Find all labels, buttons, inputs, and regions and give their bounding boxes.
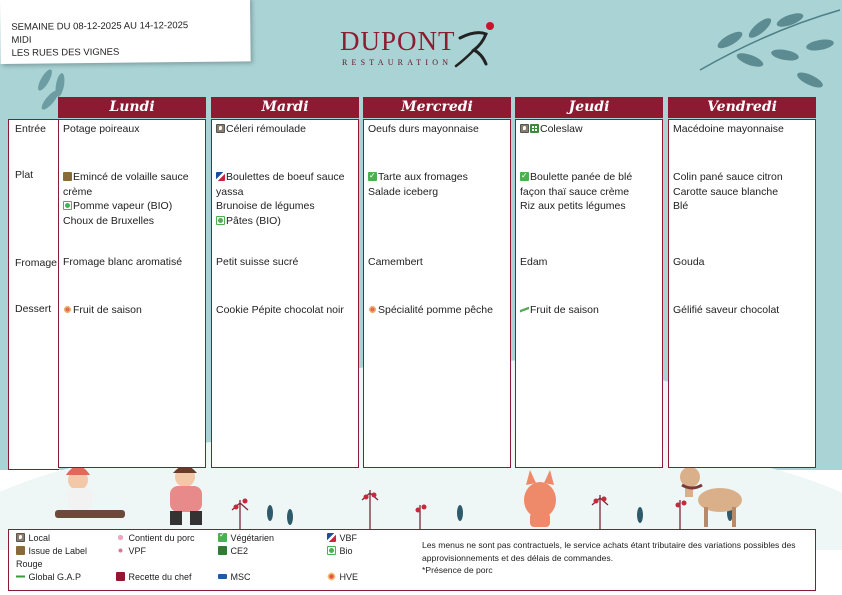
menu-item bbox=[520, 303, 660, 318]
day-column-lundi bbox=[58, 119, 206, 468]
menu-item-text: Colin pané sauce citron bbox=[673, 171, 783, 183]
disclaimer-text: Les menus ne sont pas contractuels, le service achats étant tributaire des variations possibles des approvisionnements et des délais de commandes. bbox=[422, 540, 796, 563]
legend-global-gap-label: Global G.A.P bbox=[28, 572, 82, 582]
legend-label-rouge-label: Issue de Label bbox=[28, 546, 88, 556]
menu-item bbox=[63, 170, 203, 199]
day-tab-vendredi: Vendredi bbox=[668, 97, 816, 118]
day-tab-lundi: Lundi bbox=[58, 97, 206, 118]
menu-cell-dessert bbox=[63, 303, 203, 318]
menu-item bbox=[216, 303, 356, 318]
menu-item-text: Coleslaw bbox=[540, 123, 583, 135]
local-icon bbox=[16, 533, 25, 542]
menu-item-text: Potage poireaux bbox=[63, 123, 140, 135]
legend-vegetarien-label: Végétarien bbox=[230, 533, 275, 543]
menu-cell-dessert bbox=[216, 303, 356, 318]
chef-icon bbox=[116, 572, 125, 581]
legend-local-label: Local bbox=[28, 533, 51, 543]
legend-ce2-label: CE2 bbox=[230, 546, 249, 556]
legend-msc bbox=[218, 572, 251, 582]
menu-item bbox=[216, 199, 356, 214]
menu-cell-entree bbox=[368, 122, 508, 137]
menu-item bbox=[216, 170, 356, 199]
legend-vbf bbox=[327, 533, 357, 543]
menu-item bbox=[673, 255, 813, 270]
legend-bio-label: Bio bbox=[339, 546, 353, 556]
legend-disclaimer bbox=[422, 539, 807, 577]
row-label-fromage: Fromage bbox=[15, 257, 58, 269]
menu-item-text: Blé bbox=[673, 200, 689, 212]
menu-item bbox=[520, 170, 660, 199]
menu-item-text: Boulettes de boeuf sauce yassa bbox=[216, 171, 345, 198]
local-icon bbox=[216, 124, 225, 133]
vegetarien-icon bbox=[520, 172, 529, 181]
menu-cell-fromage bbox=[63, 255, 203, 270]
dupont-logo bbox=[340, 24, 510, 76]
menu-item bbox=[63, 122, 203, 137]
header-info-box bbox=[0, 0, 251, 64]
menu-cell-plat bbox=[216, 170, 356, 228]
menu-item bbox=[520, 199, 660, 214]
legend-chef-label: Recette du chef bbox=[128, 572, 192, 582]
site-label: LES RUES DES VIGNES bbox=[11, 46, 120, 59]
leaf-icon bbox=[520, 305, 529, 314]
vbf-icon bbox=[327, 533, 336, 542]
msc-icon bbox=[218, 574, 227, 579]
legend-porc bbox=[116, 533, 195, 543]
legend-ce2 bbox=[218, 546, 248, 556]
label-rouge-icon bbox=[16, 546, 25, 555]
week-label: SEMAINE DU 08-12-2025 AU 14-12-2025 bbox=[11, 20, 189, 33]
legend-global-gap bbox=[16, 572, 81, 582]
menu-item-text: Spécialité pomme pêche bbox=[378, 304, 493, 316]
menu-cell-fromage bbox=[368, 255, 508, 270]
menu-item-text: Pomme vapeur (BIO) bbox=[73, 200, 173, 212]
porc-note: *Présence de porc bbox=[422, 565, 493, 575]
day-tab-mardi: Mardi bbox=[211, 97, 359, 118]
menu-item bbox=[368, 303, 508, 318]
menu-item-text: Edam bbox=[520, 256, 548, 268]
menu-cell-entree bbox=[520, 122, 660, 137]
legend-hve bbox=[327, 572, 358, 582]
menu-cell-dessert bbox=[368, 303, 508, 318]
menu-item-text: Brunoise de légumes bbox=[216, 200, 315, 212]
menu-item bbox=[673, 170, 813, 185]
day-tab-mercredi: Mercredi bbox=[363, 97, 511, 118]
vbf-icon bbox=[216, 172, 225, 181]
porc-icon bbox=[116, 533, 125, 542]
menu-item-text: Emincé de volaille sauce crème bbox=[63, 171, 189, 198]
logo-runner-icon bbox=[452, 20, 502, 72]
menu-item-text: Camembert bbox=[368, 256, 423, 268]
coleslaw-icon bbox=[530, 124, 539, 133]
menu-item bbox=[520, 122, 660, 137]
label-rouge-icon bbox=[63, 172, 72, 181]
menu-item bbox=[520, 255, 660, 270]
day-column-vendredi bbox=[668, 119, 816, 468]
row-labels-column bbox=[8, 119, 59, 470]
menu-cell-plat bbox=[673, 170, 813, 214]
menu-cell-entree bbox=[673, 122, 813, 137]
legend-vegetarien bbox=[218, 533, 274, 543]
legend-local bbox=[16, 533, 50, 543]
legend-chef bbox=[116, 572, 192, 582]
menu-item-text: Cookie Pépite chocolat noir bbox=[216, 304, 344, 316]
menu-item-text: Fruit de saison bbox=[73, 304, 142, 316]
menu-item bbox=[216, 214, 356, 229]
vpf-icon bbox=[116, 546, 125, 555]
fruit-icon bbox=[63, 305, 72, 314]
menu-item-text: Fruit de saison bbox=[530, 304, 599, 316]
legend-vpf bbox=[116, 546, 146, 556]
row-label-plat: Plat bbox=[15, 169, 34, 181]
menu-item-text: Macédoine mayonnaise bbox=[673, 123, 784, 135]
menu-item bbox=[216, 122, 356, 137]
legend-box bbox=[8, 529, 816, 591]
ce2-icon bbox=[218, 546, 227, 555]
menu-item bbox=[368, 255, 508, 270]
menu-item-text: Riz aux petits légumes bbox=[520, 200, 626, 212]
menu-item bbox=[63, 199, 203, 214]
menu-item-text: Salade iceberg bbox=[368, 185, 439, 198]
vegetarien-icon bbox=[218, 533, 227, 542]
menu-item-text: Choux de Bruxelles bbox=[63, 214, 155, 227]
menu-item bbox=[368, 122, 508, 137]
menu-item bbox=[63, 255, 203, 270]
menu-item-text: Boulette panée de blé façon thaï sauce crème bbox=[520, 171, 633, 198]
menu-item bbox=[673, 199, 813, 214]
menu-item-text: Tarte aux fromages bbox=[378, 171, 468, 183]
menu-item bbox=[216, 255, 356, 270]
legend-label-rouge-2: Rouge bbox=[16, 559, 43, 569]
menu-cell-fromage bbox=[520, 255, 660, 270]
menu-item-text: Petit suisse sucré bbox=[216, 256, 299, 268]
menu-item-text: Céleri rémoulade bbox=[226, 123, 306, 135]
day-column-mardi bbox=[211, 119, 359, 468]
menu-cell-plat bbox=[63, 170, 203, 228]
menu-item bbox=[368, 185, 508, 200]
menu-item bbox=[673, 185, 813, 200]
fruit-icon bbox=[368, 305, 377, 314]
bio-icon bbox=[327, 546, 336, 555]
menu-cell-entree bbox=[216, 122, 356, 137]
menu-item-text: Fromage blanc aromatisé bbox=[63, 256, 183, 268]
menu-cell-dessert bbox=[520, 303, 660, 318]
legend-porc-label: Contient du porc bbox=[128, 533, 195, 543]
legend-label-rouge bbox=[16, 546, 87, 556]
day-column-mercredi bbox=[363, 119, 511, 468]
menu-item bbox=[63, 214, 203, 229]
row-label-entree: Entrée bbox=[15, 123, 46, 135]
hve-icon bbox=[327, 572, 336, 581]
menu-item-text: Carotte sauce blanche bbox=[673, 185, 779, 198]
day-tab-jeudi: Jeudi bbox=[515, 97, 663, 118]
day-column-jeudi bbox=[515, 119, 663, 468]
logo-tagline: RESTAURATION bbox=[342, 58, 453, 67]
menu-item bbox=[673, 122, 813, 137]
local-icon bbox=[520, 124, 529, 133]
menu-cell-dessert bbox=[673, 303, 813, 318]
menu-item bbox=[368, 170, 508, 185]
menu-item-text: Oeufs durs mayonnaise bbox=[368, 123, 479, 135]
legend-hve-label: HVE bbox=[339, 572, 359, 582]
menu-item bbox=[63, 303, 203, 318]
legend-vpf-label: VPF bbox=[128, 546, 147, 556]
legend-bio bbox=[327, 546, 353, 556]
logo-brand: DUPONT bbox=[340, 26, 456, 56]
menu-item-text: Gélifié saveur chocolat bbox=[673, 304, 780, 316]
menu-item-text: Pâtes (BIO) bbox=[226, 214, 281, 227]
menu-cell-fromage bbox=[673, 255, 813, 270]
meal-label: MIDI bbox=[11, 34, 32, 46]
bio-icon bbox=[63, 201, 72, 210]
menu-cell-plat bbox=[368, 170, 508, 199]
bio-icon bbox=[216, 216, 225, 225]
menu-cell-fromage bbox=[216, 255, 356, 270]
global-gap-icon bbox=[16, 572, 25, 581]
menu-cell-plat bbox=[520, 170, 660, 214]
row-label-dessert: Dessert bbox=[15, 303, 52, 315]
legend-msc-label: MSC bbox=[230, 572, 251, 582]
legend-vbf-label: VBF bbox=[339, 533, 358, 543]
menu-item bbox=[673, 303, 813, 318]
vegetarien-icon bbox=[368, 172, 377, 181]
menu-item-text: Gouda bbox=[673, 256, 705, 268]
menu-cell-entree bbox=[63, 122, 203, 137]
